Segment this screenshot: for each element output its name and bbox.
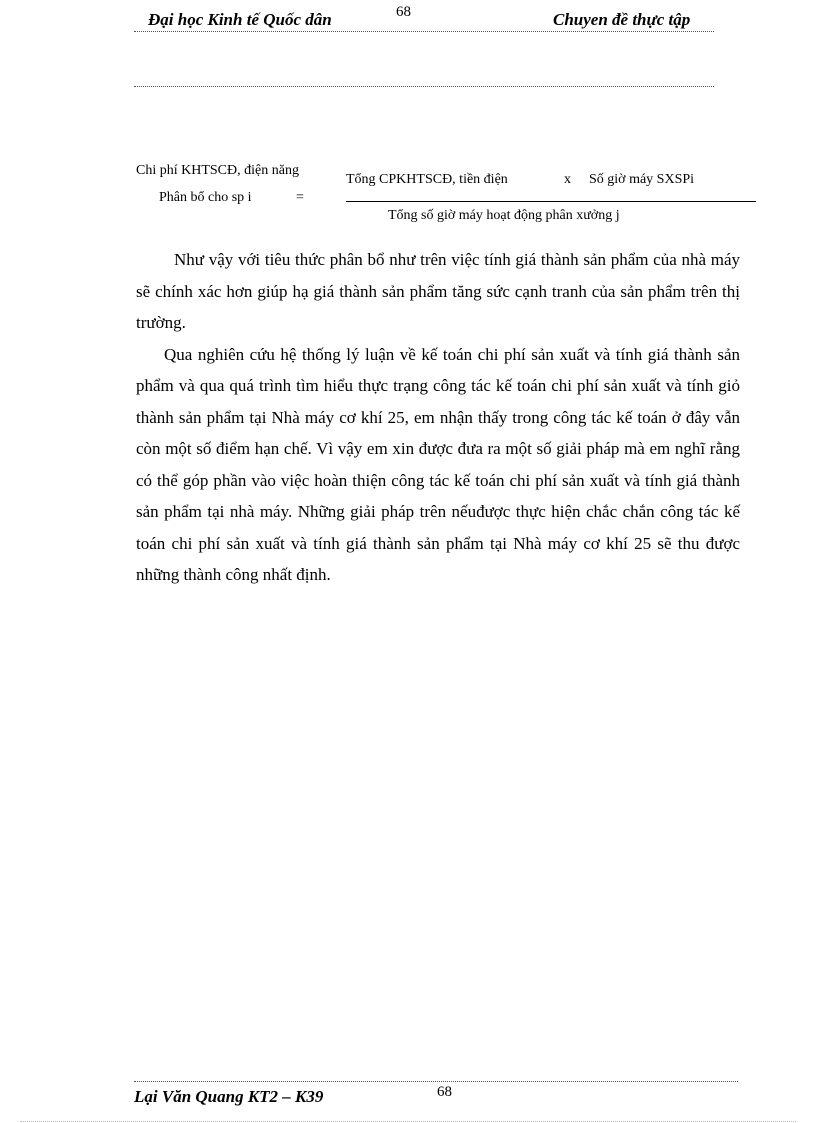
paragraph-1: Như vậy với tiêu thức phân bổ như trên việc tính giá thành sản phẩm của nhà máy sẽ chính xác hơn giúp hạ giá thành sản phẩm tăng sức cạnh tranh của sản phẩm trên thị trường. [136, 250, 740, 332]
footer-author: Lại Văn Quang KT2 – K39 [134, 1087, 324, 1106]
header-divider [134, 31, 714, 32]
header-page-number: 68 [396, 4, 411, 20]
formula-label-line1: Chi phí KHTSCĐ, điện năng [136, 163, 299, 178]
fraction-bar [346, 201, 756, 202]
section-divider [134, 86, 714, 87]
footer-divider [134, 1081, 738, 1082]
formula-denominator: Tổng số giờ máy hoạt động phân xưởng j [388, 208, 620, 223]
body-text [136, 244, 740, 591]
formula-equals: = [296, 190, 304, 205]
formula-numerator-right: Số giờ máy SXSPi [589, 172, 695, 187]
paragraph-2: Qua nghiên cứu hệ thống lý luận về kế toán chi phí sản xuất và tính giá thành sản phẩm và qua quá trình tìm hiểu thực trạng công tác kế toán chi phí sản xuất và tính giỏ thành sản phẩm tại Nhà máy cơ khí 25, em nhận thấy trong công tác kế toán ở đây vẫn còn một số điểm hạn chế. Vì vậy em xin được đưa ra một số giải pháp mà em nghĩ rằng có thể góp phần vào việc hoàn thiện công tác kế toán chi phí sản xuất và tính giá thành sản phẩm tại nhà máy. Những giải pháp trên nếuđược thực hiện chắc chắn công tác kế toán chi phí sản xuất và tính giá thành sản phẩm tại Nhà máy cơ khí 25 sẽ thu được những thành công nhất định. [136, 344, 740, 584]
page-bottom-edge [20, 1121, 796, 1122]
formula-numerator-left: Tổng CPKHTSCĐ, tiền điện [346, 172, 508, 187]
formula-label-line2: Phân bổ cho sp i [159, 190, 252, 205]
header-report-title: Chuyen đề thực tập [553, 10, 691, 29]
formula-times: x [564, 172, 571, 187]
header-school-name: Đại học Kinh tế Quốc dân [148, 10, 332, 29]
footer-page-number: 68 [437, 1084, 452, 1100]
